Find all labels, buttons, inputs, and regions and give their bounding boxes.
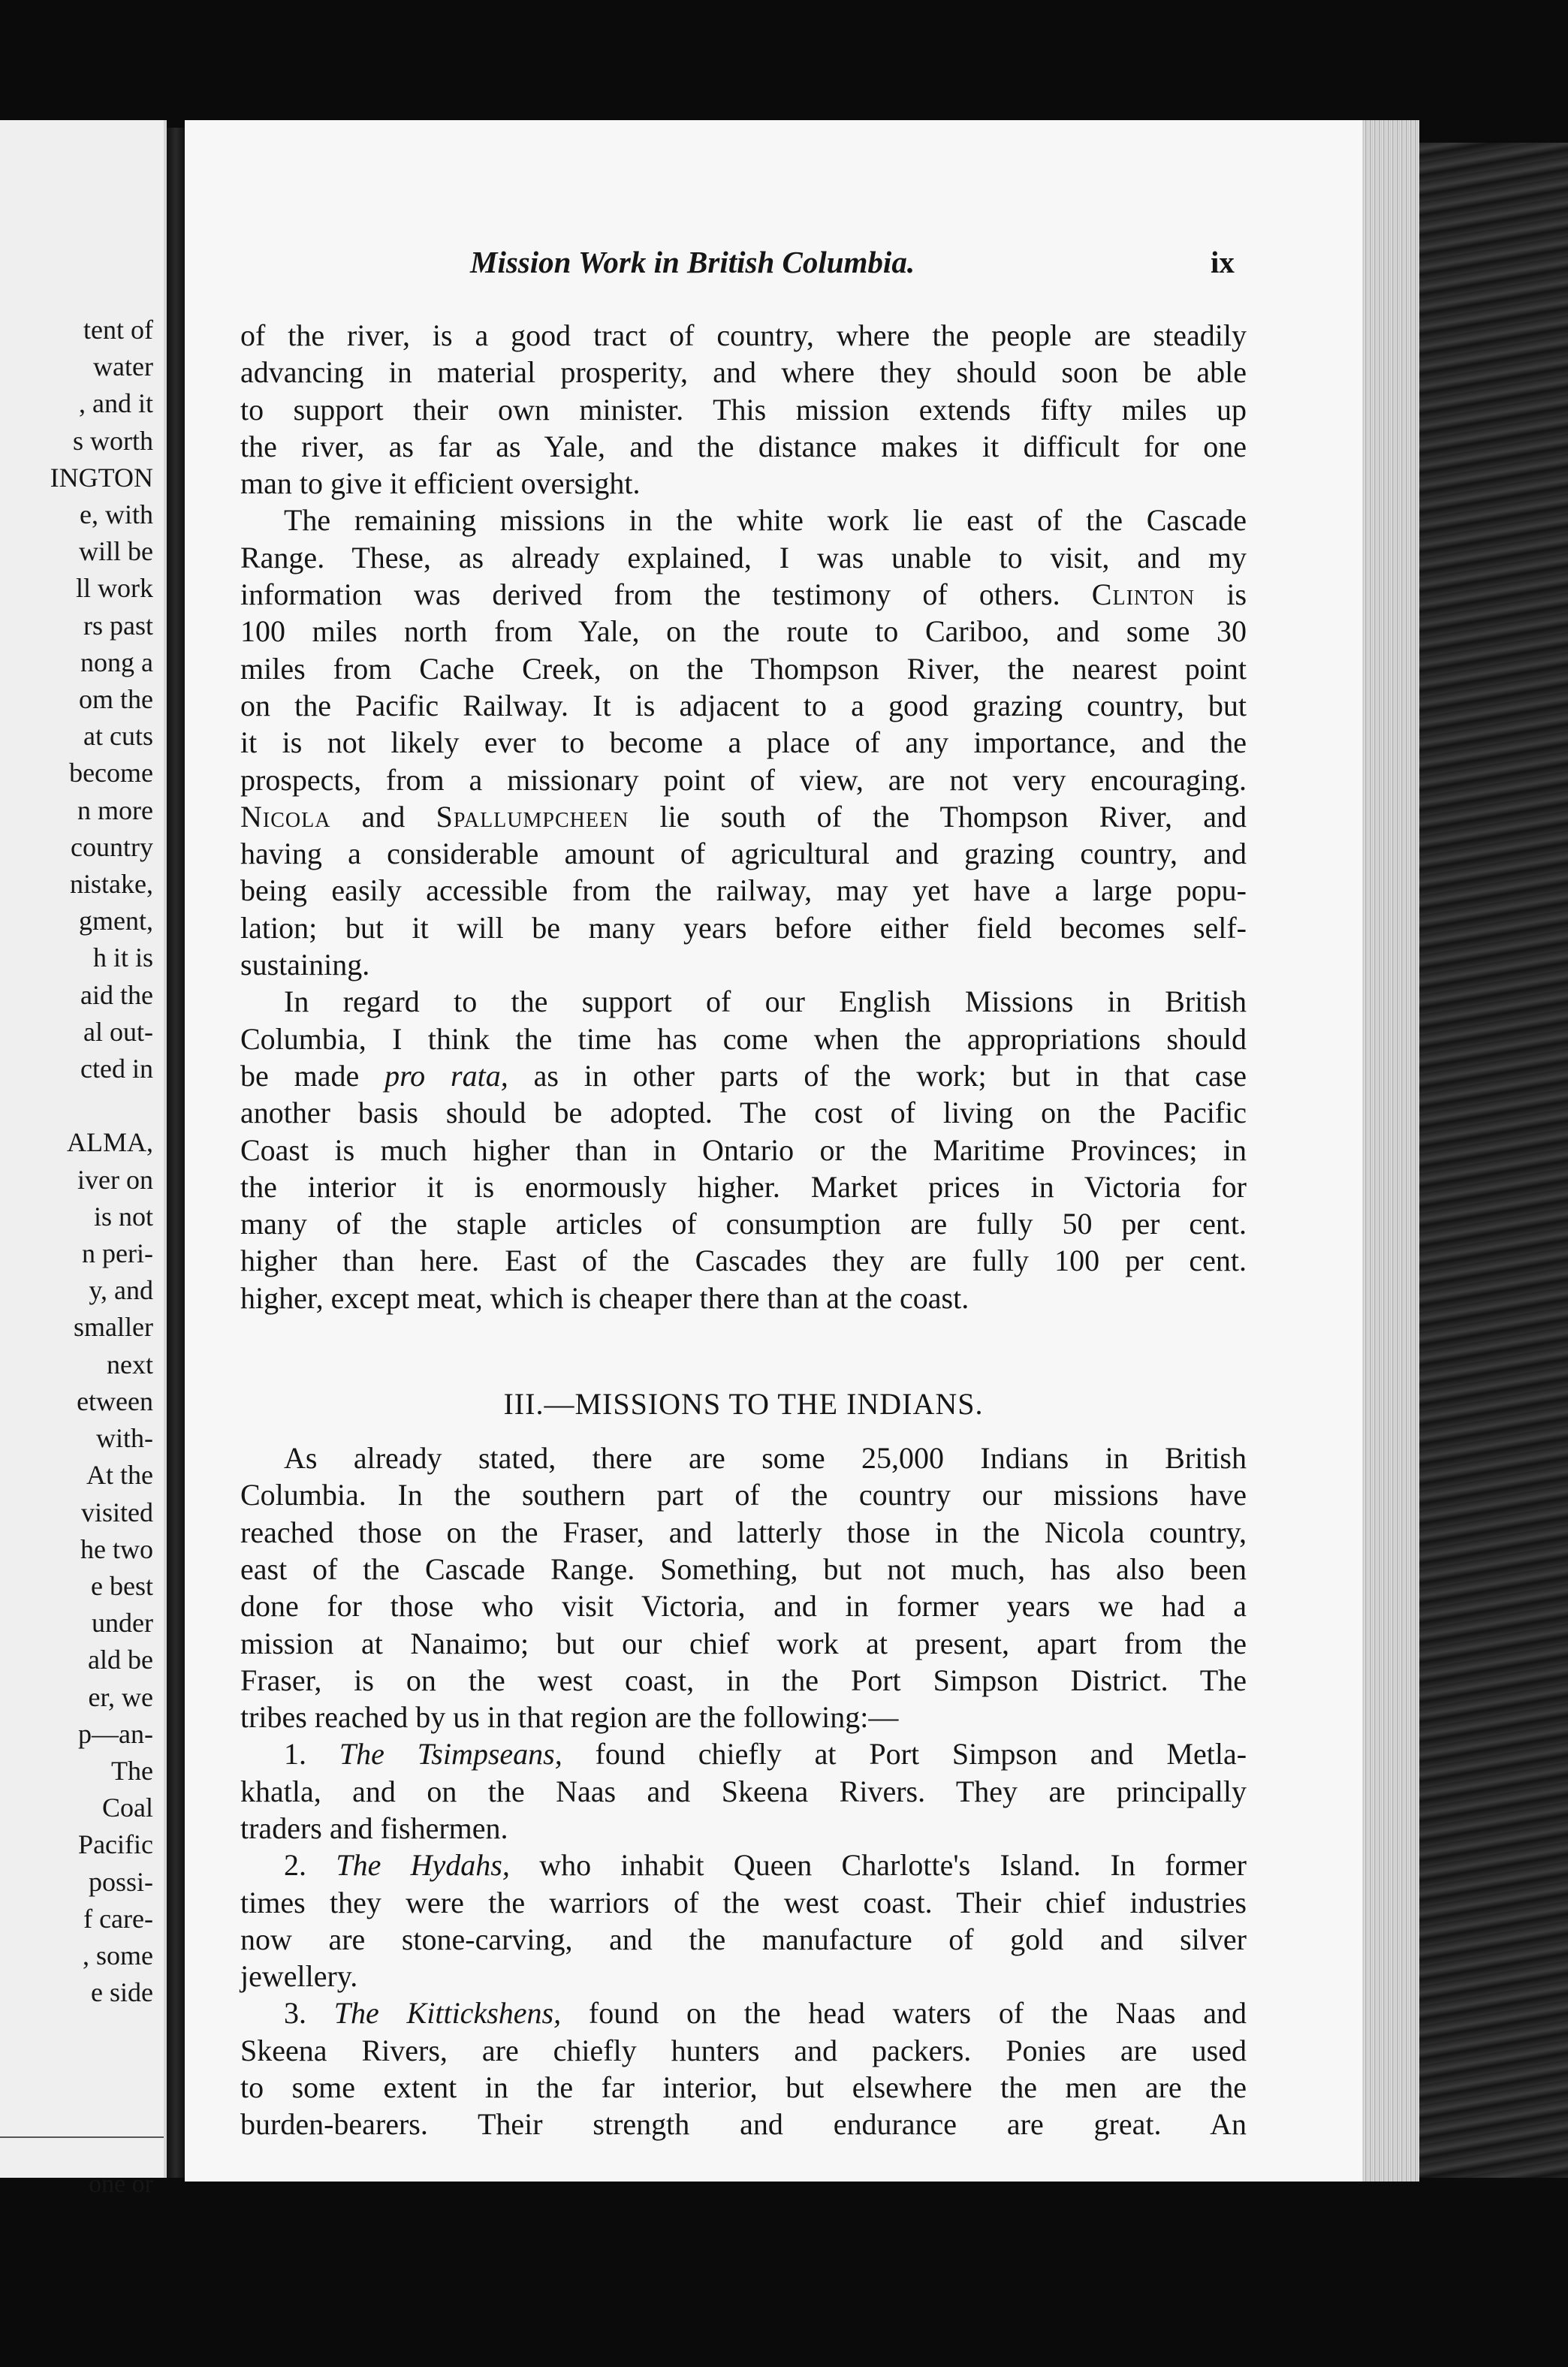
facing-page-line: cted in	[80, 1054, 153, 1084]
page-header	[185, 244, 1362, 289]
facing-page-line: will be	[79, 536, 153, 567]
page-edges	[1362, 120, 1419, 2182]
book-gutter	[167, 128, 185, 2178]
text-line: on the Pacific Railway. It is adjacent to a good grazing country, but	[240, 688, 1247, 722]
facing-page-text	[50, 312, 153, 2011]
list-item-line: 3. The Kittickshens, found on the head waters of the Naas and	[284, 1996, 1247, 2031]
book-page	[185, 120, 1362, 2182]
italic-phrase: pro rata,	[384, 1058, 508, 1093]
facing-page-line: at cuts	[83, 721, 153, 752]
facing-page-line: Pacific	[78, 1829, 153, 1860]
text-line: reached those on the Fraser, and latterly those in the Nicola country,	[240, 1515, 1247, 1549]
page-body	[240, 317, 1247, 2143]
text-line: times they were the warriors of the west coast. Their chief industries	[240, 1885, 1247, 1919]
text-line: another basis should be adopted. The cost of living on the Pacific	[240, 1096, 1247, 1130]
text-line: done for those who visit Victoria, and in former years we had a	[240, 1589, 1247, 1624]
facing-page-line: er, we	[88, 1681, 153, 1712]
facing-page-line: smaller	[74, 1312, 153, 1343]
facing-page-line: Coal	[102, 1793, 153, 1823]
section-heading: III.—MISSIONS TO THE INDIANS.	[503, 1387, 984, 1422]
text-line: The remaining missions in the white work lie east of the Cascade	[284, 503, 1247, 538]
place-name-clinton: Clinton	[1091, 577, 1196, 612]
book-cover	[1419, 143, 1568, 2178]
text-line: miles from Cache Creek, on the Thompson River, the nearest point	[240, 651, 1247, 686]
text-line: higher than here. East of the Cascades they are fully 100 per cent.	[240, 1244, 1247, 1278]
text-line: being easily accessible from the railway, may yet have a large popu-	[240, 873, 1247, 908]
facing-page-line: INGTON	[50, 462, 153, 493]
text-line: Nicola and Spallumpcheen lie south of the Thompson River, and	[240, 799, 1247, 834]
text-line: Fraser, is on the west coast, in the Port Simpson District. The	[240, 1663, 1247, 1697]
facing-page-line: water	[93, 351, 153, 382]
running-title: Mission Work in British Columbia.	[470, 245, 915, 279]
text-line: traders and fishermen.	[240, 1811, 508, 1845]
list-item-line: 1. The Tsimpseans, found chiefly at Port Simpson and Metla-	[284, 1737, 1247, 1771]
facing-page-line: , some	[83, 1940, 153, 1970]
place-name-nicola: Nicola	[240, 799, 331, 834]
text-line: to support their own minister. This mission extends fifty miles up	[240, 392, 1247, 427]
text-line: advancing in material prosperity, and where they should soon be able	[240, 355, 1247, 390]
facing-page-line: f care-	[83, 1903, 153, 1934]
page-number: ix	[1211, 245, 1235, 279]
facing-page-line: At the	[86, 1460, 153, 1491]
facing-page-line: n peri-	[82, 1238, 153, 1269]
text-line: the river, as far as Yale, and the distance makes it difficult for one	[240, 429, 1247, 463]
text-line: As already stated, there are some 25,000 Indians in British	[284, 1441, 1247, 1476]
text-line: now are stone-carving, and the manufacture of gold and silver	[240, 1922, 1247, 1956]
facing-page-line: etween	[77, 1386, 153, 1416]
text-line: Coast is much higher than in Ontario or the Maritime Provinces; in	[240, 1132, 1247, 1167]
text-line: it is not likely ever to become a place of any importance, and the	[240, 725, 1247, 760]
tribe-name: The Tsimpseans,	[339, 1737, 562, 1771]
facing-page-line	[50, 1087, 153, 1124]
facing-page-line: e best	[91, 1570, 153, 1601]
text-line: east of the Cascade Range. Something, but not much, has also been	[240, 1551, 1247, 1586]
facing-page-line: visited	[81, 1497, 153, 1527]
facing-page-line: he two	[80, 1533, 153, 1564]
facing-page-line: rs past	[83, 610, 153, 641]
place-name-spallumpcheen: Spallumpcheen	[436, 799, 629, 834]
text-line: lation; but it will be many years before either field becomes self-	[240, 910, 1247, 945]
facing-page-line: nong a	[80, 647, 153, 677]
facing-page-line: ll work	[76, 573, 153, 604]
text-line: sustaining.	[240, 948, 370, 982]
text-line: many of the staple articles of consumption are fully 50 per cent.	[240, 1207, 1247, 1241]
text-line: Columbia. In the southern part of the country our missions have	[240, 1478, 1247, 1512]
facing-page-left	[0, 120, 167, 2198]
facing-page-line: nistake,	[70, 869, 153, 900]
facing-page-line: with-	[96, 1423, 153, 1454]
tribe-name: The Kittickshens,	[333, 1996, 562, 2031]
text-line: Range. These, as already explained, I was unable to visit, and my	[240, 540, 1247, 574]
facing-page-line: al out-	[83, 1016, 153, 1047]
facing-page-line: y, and	[89, 1275, 153, 1306]
footnote-rule	[0, 2136, 164, 2138]
facing-page-line: aid the	[80, 979, 153, 1010]
facing-page-line: gment,	[79, 906, 153, 936]
facing-page-line: tent of	[83, 315, 153, 345]
facing-page-line: e side	[91, 1977, 153, 2008]
text-line: the interior it is enormously higher. Market prices in Victoria for	[240, 1169, 1247, 1204]
text-line: Columbia, I think the time has come when the appropriations should	[240, 1021, 1247, 1056]
facing-page-line: ald be	[88, 1645, 153, 1675]
facing-page-line: h it is	[92, 942, 153, 973]
tribe-name: The Hydahs,	[336, 1848, 510, 1883]
facing-page-line: p—an-	[78, 1718, 153, 1749]
text-line: burden-bearers. Their strength and endurance are great. An	[240, 2107, 1247, 2142]
facing-page-line: country	[71, 831, 153, 862]
text-line: khatla, and on the Naas and Skeena Rivers. They are principally	[240, 1774, 1247, 1808]
text-line: of the river, is a good tract of country, where the people are steadily	[240, 318, 1247, 352]
facing-page-line: under	[92, 1608, 153, 1639]
facing-page-line: om the	[79, 684, 153, 715]
text-line: jewellery.	[240, 1959, 358, 1994]
text-line: In regard to the support of our English Missions in British	[284, 984, 1247, 1019]
list-item-line: 2. The Hydahs, who inhabit Queen Charlotte's Island. In former	[284, 1848, 1247, 1883]
text-line: information was derived from the testimony of others. Clinton is	[240, 577, 1247, 612]
facing-page-line: The	[111, 1755, 153, 1786]
facing-page-line: possi-	[88, 1866, 153, 1897]
text-line: prospects, from a missionary point of view, are not very encouraging.	[240, 762, 1247, 797]
text-line: having a considerable amount of agricultural and grazing country, and	[240, 837, 1247, 871]
text-line: man to give it efficient oversight.	[240, 466, 641, 501]
facing-page-line: next	[107, 1349, 153, 1379]
facing-page-line: ALMA,	[67, 1127, 153, 1158]
facing-page-line: is not	[93, 1201, 153, 1232]
facing-page-line: n more	[77, 795, 153, 825]
facing-page-line: , and it	[79, 388, 153, 419]
facing-page-line: become	[69, 758, 153, 788]
text-line: mission at Nanaimo; but our chief work at present, apart from the	[240, 1626, 1247, 1660]
facing-page-line: s worth	[73, 425, 153, 456]
text-line: higher, except meat, which is cheaper there than at the coast.	[240, 1280, 969, 1315]
facing-page-line: e, with	[80, 499, 153, 530]
text-line: Skeena Rivers, are chiefly hunters and packers. Ponies are used	[240, 2033, 1247, 2067]
text-line: be made pro rata, as in other parts of the work; but in that case	[240, 1058, 1247, 1093]
facing-page-footnote: one or	[89, 2170, 153, 2198]
text-line: tribes reached by us in that region are the following:—	[240, 1700, 899, 1735]
text-line: 100 miles north from Yale, on the route to Cariboo, and some 30	[240, 614, 1247, 649]
text-line: to some extent in the far interior, but elsewhere the men are the	[240, 2070, 1247, 2105]
facing-page-line: iver on	[77, 1164, 153, 1195]
